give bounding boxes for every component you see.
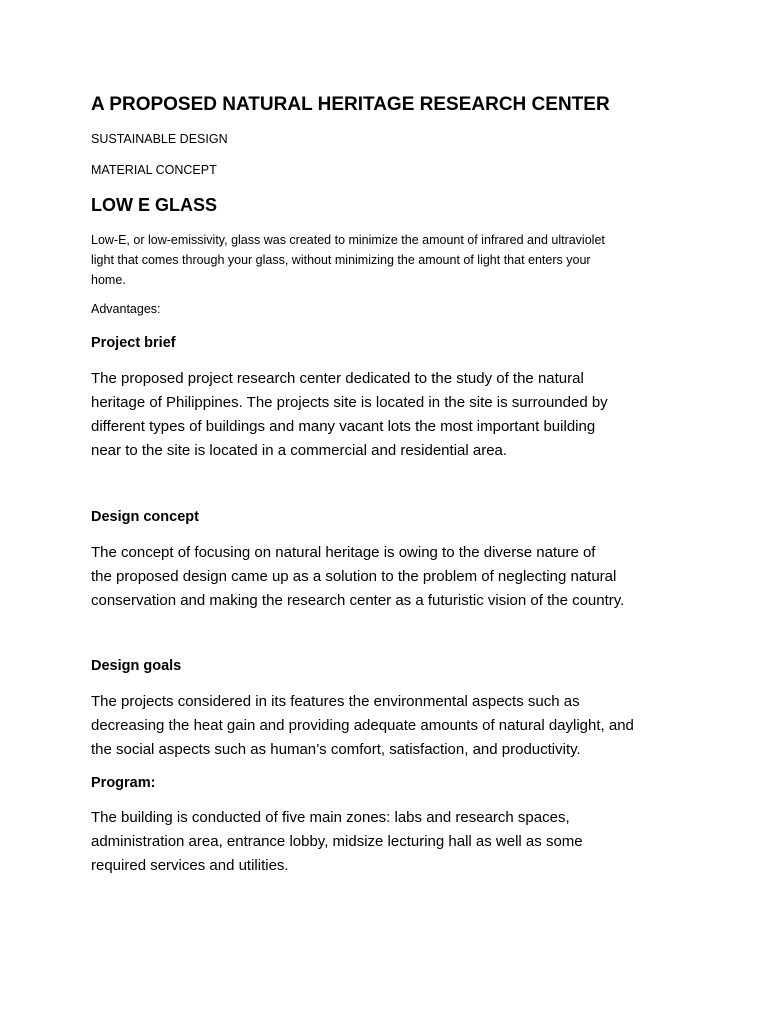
- subtitle-material-concept: MATERIAL CONCEPT: [91, 163, 217, 177]
- paragraph-line: conservation and making the research center as a futuristic vision of the country.: [91, 592, 625, 609]
- paragraph-line: home.: [91, 273, 126, 287]
- heading-project-brief: Project brief: [91, 335, 176, 351]
- paragraph-line: different types of buildings and many vacant lots the most important building: [91, 418, 596, 435]
- heading-program: Program:: [91, 775, 156, 791]
- heading-design-goals: Design goals: [91, 658, 182, 674]
- design-goals-paragraph: [91, 690, 691, 762]
- subtitle-sustainable-design: SUSTAINABLE DESIGN: [91, 132, 228, 146]
- paragraph-line: required services and utilities.: [91, 857, 289, 874]
- project-brief-paragraph: [91, 367, 691, 463]
- design-concept-paragraph: [91, 541, 691, 613]
- paragraph-line: The concept of focusing on natural heritage is owing to the diverse nature of: [91, 544, 596, 561]
- paragraph-line: Low-E, or low-emissivity, glass was created to minimize the amount of infrared and ultraviolet: [91, 233, 605, 247]
- paragraph-line: The proposed project research center dedicated to the study of the natural: [91, 370, 584, 387]
- paragraph-line: The building is conducted of five main zones: labs and research spaces,: [91, 809, 570, 826]
- paragraph-line: The projects considered in its features the environmental aspects such as: [91, 693, 580, 710]
- paragraph-line: near to the site is located in a commercial and residential area.: [91, 442, 508, 459]
- paragraph-line: light that comes through your glass, without minimizing the amount of light that enters your: [91, 253, 591, 267]
- program-paragraph: [91, 806, 691, 878]
- page-title: A PROPOSED NATURAL HERITAGE RESEARCH CENTER: [91, 94, 610, 115]
- paragraph-line: the social aspects such as human’s comfort, satisfaction, and productivity.: [91, 741, 581, 758]
- advantages-label: Advantages:: [91, 302, 161, 316]
- paragraph-line: the proposed design came up as a solution to the problem of neglecting natural: [91, 568, 617, 585]
- heading-design-concept: Design concept: [91, 509, 199, 525]
- paragraph-line: decreasing the heat gain and providing adequate amounts of natural daylight, and: [91, 717, 634, 734]
- low-e-paragraph: [91, 230, 691, 290]
- paragraph-line: administration area, entrance lobby, midsize lecturing hall as well as some: [91, 833, 583, 850]
- heading-low-e-glass: LOW E GLASS: [91, 195, 217, 215]
- paragraph-line: heritage of Philippines. The projects site is located in the site is surrounded by: [91, 394, 608, 411]
